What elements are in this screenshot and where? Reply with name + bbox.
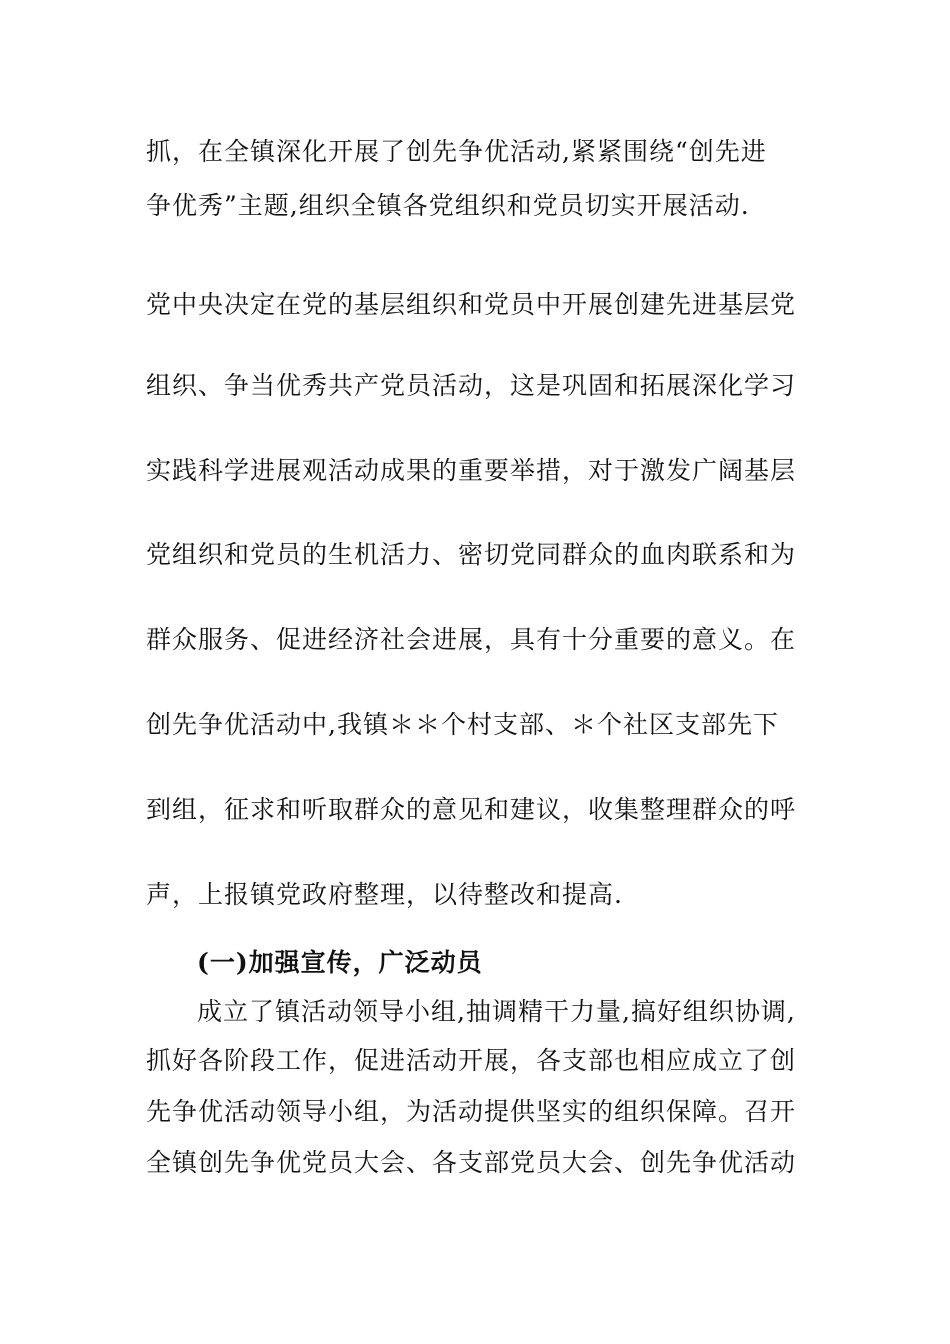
paragraph-line: 争优秀”主题,组织全镇各党组织和党员切实开展活动. (146, 191, 750, 220)
paragraph-line: 实践科学进展观活动成果的重要举措，对于激发广阔基层 (146, 456, 797, 485)
paragraph-line: 党组织和党员的生机活力、密切党同群众的血肉联系和为 (146, 540, 797, 569)
paragraph-line: 先争优活动领导小组，为活动提供坚实的组织保障。召开 (146, 1097, 797, 1126)
paragraph-line: 群众服务、促进经济社会进展，具有十分重要的意义。在 (146, 625, 797, 654)
paragraph-line: 创先争优活动中,我镇＊＊个村支部、＊个社区支部先下 (146, 710, 779, 739)
paragraph-line: 组织、争当优秀共产党员活动，这是巩固和拓展深化学习 (146, 371, 797, 400)
section-heading: (一)加强宣传，广泛动员 (197, 948, 483, 977)
paragraph-line: 抓，在全镇深化开展了创先争优活动,紧紧围绕“创先进 (146, 137, 767, 166)
paragraph-line: 抓好各阶段工作，促进活动开展，各支部也相应成立了创 (146, 1046, 797, 1075)
paragraph-line: 到组，征求和听取群众的意见和建议，收集整理群众的呼 (146, 795, 797, 824)
paragraph-line: 全镇创先争优党员大会、各支部党员大会、创先争优活动 (146, 1148, 797, 1177)
paragraph-line: 成立了镇活动领导小组,抽调精干力量,搞好组织协调, (197, 997, 796, 1026)
paragraph-line: 声，上报镇党政府整理，以待整改和提高. (146, 880, 623, 909)
paragraph-line: 党中央决定在党的基层组织和党员中开展创建先进基层党 (146, 290, 797, 319)
